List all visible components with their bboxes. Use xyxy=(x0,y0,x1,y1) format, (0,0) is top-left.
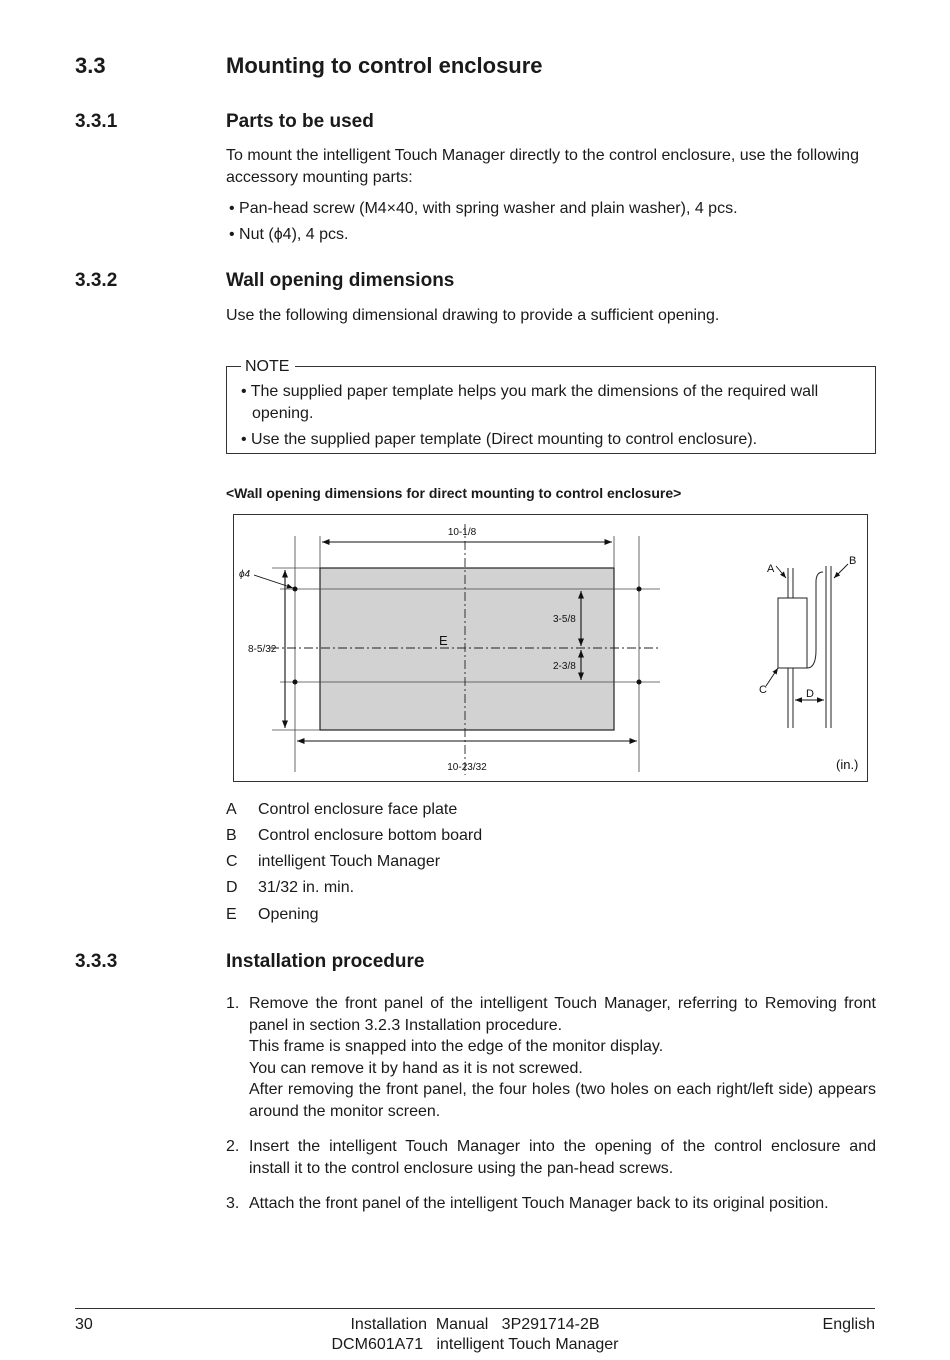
legend-text: Opening xyxy=(258,906,319,923)
unit-label: (in.) xyxy=(836,757,859,772)
figure-caption: <Wall opening dimensions for direct mounting to control enclosure> xyxy=(226,485,682,501)
dim-bottom-label: 10-23/32 xyxy=(447,762,487,773)
legend-row-d xyxy=(226,877,354,899)
footer-doc-line-2: DCM601A71 intelligent Touch Manager xyxy=(331,1336,619,1353)
footer-doc-line-1: Installation Manual 3P291714-2B xyxy=(350,1316,600,1333)
legend-key: C xyxy=(226,853,238,870)
step-line: Insert the intelligent Touch Manager into the opening of the control enclosure and xyxy=(249,1138,876,1155)
dim-left-label: 8-5/32 xyxy=(248,644,277,655)
legend-key: A xyxy=(226,801,237,818)
parts-intro-line-1: To mount the intelligent Touch Manager directly to the control enclosure, use the following xyxy=(226,147,859,164)
legend-text: 31/32 in. min. xyxy=(258,879,355,896)
label-d: D xyxy=(806,688,814,700)
subsection-number-331: 3.3.1 xyxy=(75,111,118,132)
legend-row-b xyxy=(226,825,482,847)
subsection-number-333: 3.3.3 xyxy=(75,951,118,972)
step-line: You can remove it by hand as it is not screwed. xyxy=(249,1059,583,1077)
legend-row-a xyxy=(226,799,457,821)
legend-text: Control enclosure bottom board xyxy=(258,827,483,844)
opening-label-e: E xyxy=(439,633,448,648)
step-line: Attach the front panel of the intelligent Touch Manager back to its original position. xyxy=(249,1195,829,1212)
step-2 xyxy=(226,1136,876,1179)
note-item-1-line-1: • The supplied paper template helps you mark the dimensions of the required wall xyxy=(241,383,819,400)
dim-lower-right-label: 2-3/8 xyxy=(553,661,576,672)
note-item-1-line-2: opening. xyxy=(252,405,314,422)
step-number: 2. xyxy=(226,1138,240,1155)
legend-row-c xyxy=(226,851,440,873)
note-title: NOTE xyxy=(241,357,295,377)
subsection-title-332: Wall opening dimensions xyxy=(226,270,455,291)
page-number: 30 xyxy=(75,1316,93,1333)
legend-key: D xyxy=(226,879,238,896)
opening-intro: Use the following dimensional drawing to provide a sufficient opening. xyxy=(226,307,720,324)
step-line: around the monitor screen. xyxy=(249,1102,441,1120)
section-title: Mounting to control enclosure xyxy=(226,53,543,78)
step-line: install it to the control enclosure using the pan-head screws. xyxy=(249,1159,674,1177)
section-number: 3.3 xyxy=(75,53,106,78)
legend-key: E xyxy=(226,906,237,923)
subsection-title-331: Parts to be used xyxy=(226,111,374,132)
subsection-number-332: 3.3.2 xyxy=(75,270,118,291)
note-item-2: • Use the supplied paper template (Direct mounting to control enclosure). xyxy=(241,431,758,448)
legend-key: B xyxy=(226,827,237,844)
step-line: Remove the front panel of the intelligent Touch Manager, referring to Removing front xyxy=(249,995,876,1012)
dim-upper-right-label: 3-5/8 xyxy=(553,614,576,625)
step-3 xyxy=(226,1193,876,1215)
label-c: C xyxy=(759,684,767,696)
legend-row-e xyxy=(226,904,319,926)
opening-rect xyxy=(320,568,614,730)
label-a: A xyxy=(767,563,775,575)
legend-text: Control enclosure face plate xyxy=(258,801,458,818)
step-line: This frame is snapped into the edge of the monitor display. xyxy=(249,1038,664,1056)
parts-bullet-nut: • Nut (ϕ4), 4 pcs. xyxy=(229,226,349,243)
step-1 xyxy=(226,993,876,1123)
subsection-title-333: Installation procedure xyxy=(226,951,425,972)
step-line: After removing the front panel, the four holes (two holes on each right/left side) appears xyxy=(249,1081,876,1099)
step-number: 1. xyxy=(226,995,240,1012)
side-view xyxy=(778,566,831,728)
hole-label: ϕ4 xyxy=(239,569,251,580)
step-number: 3. xyxy=(226,1195,240,1212)
footer-rule xyxy=(75,1308,875,1309)
dim-top-label: 10-1/8 xyxy=(447,527,477,538)
parts-intro-line-2: accessory mounting parts: xyxy=(226,169,413,186)
footer-language: English xyxy=(822,1316,875,1333)
step-line: panel in section 3.2.3 Installation procedure. xyxy=(249,1016,563,1034)
legend-text: intelligent Touch Manager xyxy=(258,853,441,870)
label-b: B xyxy=(849,555,857,567)
parts-bullet-screw: • Pan-head screw (M4×40, with spring washer and plain washer), 4 pcs. xyxy=(229,200,738,217)
